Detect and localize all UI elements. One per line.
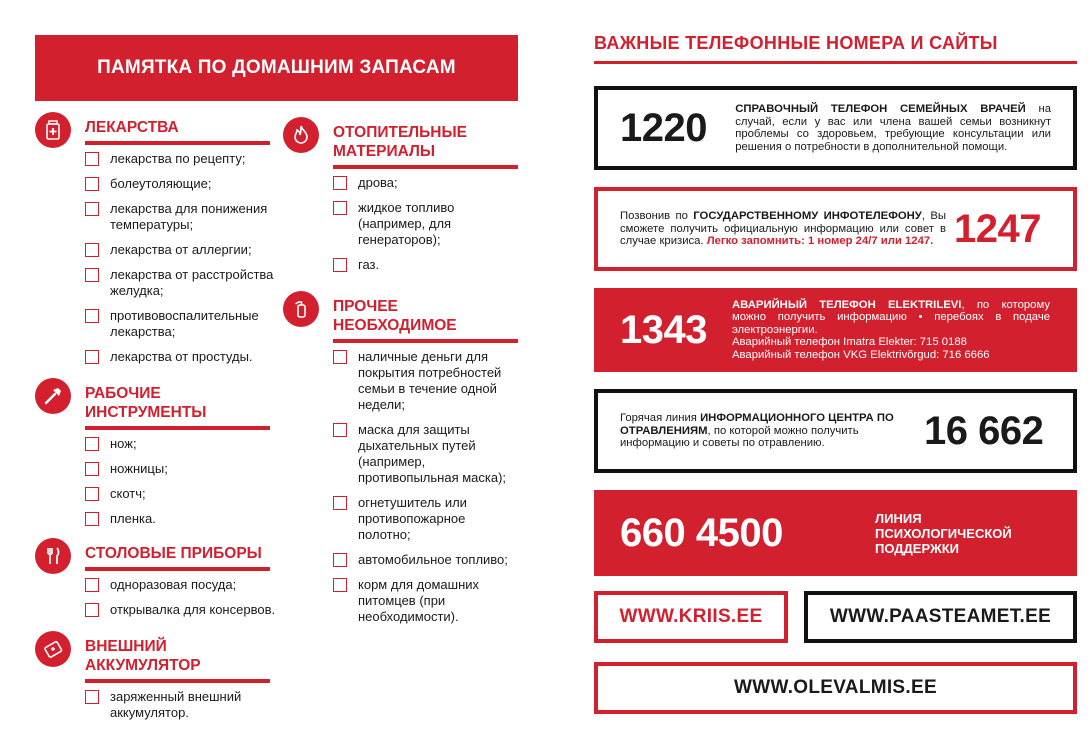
checkbox[interactable]: [85, 462, 99, 476]
section-heating: [283, 123, 518, 282]
section-title: СТОЛОВЫЕ ПРИБОРЫ: [85, 544, 270, 571]
checkbox[interactable]: [333, 578, 347, 592]
hammer-icon: [35, 378, 71, 414]
section-title: ВНЕШНИЙ АККУМУЛЯТОР: [85, 637, 270, 683]
checklist-item[interactable]: болеутоляющие;: [85, 176, 280, 192]
medicine-icon: [35, 112, 71, 148]
checklist-item[interactable]: лекарства от расстройства желудка;: [85, 267, 280, 299]
flame-icon: [283, 117, 319, 153]
infophone-number[interactable]: 1247: [954, 207, 1041, 251]
elektrilevi-box: [594, 288, 1077, 372]
checkbox[interactable]: [85, 152, 99, 166]
battery-icon: [35, 631, 71, 667]
checkbox[interactable]: [85, 578, 99, 592]
phones-title: ВАЖНЫЕ ТЕЛЕФОННЫЕ НОМЕРА И САЙТЫ: [594, 33, 998, 53]
checklist-item[interactable]: лекарства от простуды.: [85, 349, 280, 365]
checkbox[interactable]: [333, 350, 347, 364]
checkbox[interactable]: [333, 176, 347, 190]
psych-number[interactable]: 660 4500: [620, 511, 783, 555]
section-cutlery: [35, 544, 276, 627]
site-paasteamet[interactable]: WWW.PAASTEAMET.EE: [804, 591, 1077, 643]
section-battery: [35, 637, 270, 730]
checklist-item[interactable]: дрова;: [333, 175, 518, 191]
checklist-item[interactable]: газ.: [333, 257, 518, 273]
doctors-desc: СПРАВОЧНЫЙ ТЕЛЕФОН СЕМЕЙНЫХ ВРАЧЕЙ на случай, если у вас или члена вашей семьи возникнут проблемы со здоровьем, требующие консультации или решения о потребности в дополнительной помощи.: [735, 103, 1051, 153]
checklist-item[interactable]: противовоспалительные лекарства;: [85, 308, 280, 340]
section-medicine: [35, 118, 274, 374]
infophone-box: [594, 187, 1077, 271]
poison-center-box: [594, 389, 1077, 473]
doctors-line-box: [594, 86, 1077, 170]
checkbox[interactable]: [85, 177, 99, 191]
checklist-item[interactable]: корм для домашних питомцев (при необходимости).: [333, 577, 518, 625]
infophone-desc: Позвонив по ГОСУДАРСТВЕННОМУ ИНФОТЕЛЕФОНУ, Вы сможете получить официальную информацию или совет в случае кризиса. Легко запомнить: 1 номер 24/7 или 1247.: [620, 210, 946, 248]
elektrilevi-desc: АВАРИЙНЫЙ ТЕЛЕФОН ELEKTRILEVI, по которому можно получить информацию • перебоях в подаче электроэнергии. Аварийный телефон Imatra Elekter: 715 0188 Аварийный телефон VKG Elektrivõrgud: 716 6666: [732, 298, 1050, 361]
checkbox[interactable]: [333, 553, 347, 567]
checkbox[interactable]: [333, 496, 347, 510]
checklist-item[interactable]: лекарства по рецепту;: [85, 151, 280, 167]
site-kriis[interactable]: WWW.KRIIS.EE: [594, 591, 788, 643]
checklist-item[interactable]: огнетушитель или противопожарное полотно;: [333, 495, 518, 543]
elektrilevi-number[interactable]: 1343: [620, 308, 707, 352]
extinguisher-icon: [283, 291, 319, 327]
poison-desc: Горячая линия ИНФОРМАЦИОННОГО ЦЕНТРА ПО ОТРАВЛЕНИЯМ, по которой можно получить информацию и советы по отравлению.: [620, 412, 894, 450]
checklist-item[interactable]: лекарства от аллергии;: [85, 242, 280, 258]
checklist-item[interactable]: пленка.: [85, 511, 280, 527]
cutlery-icon: [35, 538, 71, 574]
checklist-item[interactable]: автомобильное топливо;: [333, 552, 518, 568]
checkbox[interactable]: [333, 423, 347, 437]
checkbox[interactable]: [85, 690, 99, 704]
checkbox[interactable]: [85, 603, 99, 617]
poison-number[interactable]: 16 662: [924, 409, 1044, 453]
checklist-item[interactable]: ножницы;: [85, 461, 280, 477]
checkbox[interactable]: [85, 243, 99, 257]
checklist-item[interactable]: лекарства для понижения температуры;: [85, 201, 280, 233]
checklist-item[interactable]: жидкое топливо (например, для генераторов);: [333, 200, 518, 248]
checkbox[interactable]: [85, 350, 99, 364]
title-divider: [594, 61, 1077, 64]
site-olevalmis[interactable]: WWW.OLEVALMIS.EE: [594, 662, 1077, 714]
psych-label: ЛИНИЯ ПСИХОЛОГИЧЕСКОЙ ПОДДЕРЖКИ: [875, 510, 1012, 556]
checkbox[interactable]: [85, 268, 99, 282]
checkbox[interactable]: [85, 202, 99, 216]
section-title: РАБОЧИЕ ИНСТРУМЕНТЫ: [85, 384, 270, 430]
section-title: ПРОЧЕЕ НЕОБХОДИМОЕ: [333, 297, 518, 343]
checklist-item[interactable]: одноразовая посуда;: [85, 577, 300, 593]
checkbox[interactable]: [85, 437, 99, 451]
doctors-number[interactable]: 1220: [620, 106, 707, 150]
section-title: ОТОПИТЕЛЬНЫЕ МАТЕРИАЛЫ: [333, 123, 518, 169]
section-other: [283, 297, 518, 634]
checkbox[interactable]: [85, 309, 99, 323]
checkbox[interactable]: [333, 201, 347, 215]
checkbox[interactable]: [333, 258, 347, 272]
checklist-item[interactable]: скотч;: [85, 486, 280, 502]
section-title: ЛЕКАРСТВА: [85, 118, 270, 145]
checklist-item[interactable]: маска для защиты дыхательных путей (например, противопыльная маска);: [333, 422, 518, 486]
checkbox[interactable]: [85, 512, 99, 526]
checklist-item[interactable]: наличные деньги для покрытия потребностей семьи в течение одной недели;: [333, 349, 518, 413]
section-tools: [35, 384, 270, 536]
psych-support-box: [594, 490, 1077, 576]
checkbox[interactable]: [85, 487, 99, 501]
checklist-item[interactable]: нож;: [85, 436, 280, 452]
checklist-item[interactable]: открывалка для консервов.: [85, 602, 300, 618]
checklist-title-banner: [35, 35, 518, 101]
checklist-item[interactable]: заряженный внешний аккумулятор.: [85, 689, 280, 721]
checklist-title: ПАМЯТКА ПО ДОМАШНИМ ЗАПАСАМ: [97, 57, 456, 78]
